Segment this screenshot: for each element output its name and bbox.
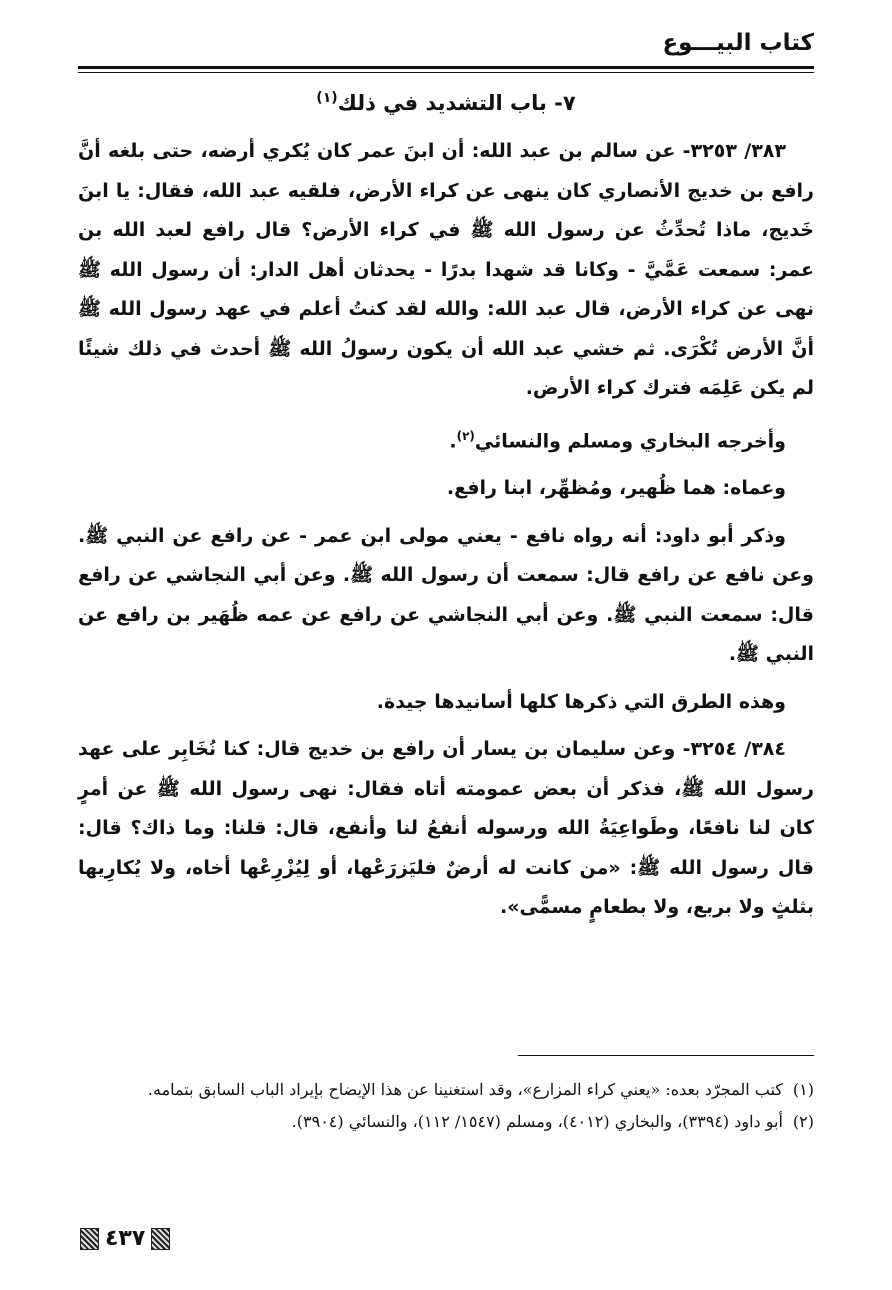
takhrij-footnote-ref: (٢): [456, 428, 475, 443]
footnotes: [78, 1074, 814, 1138]
chapter-title: [78, 90, 814, 115]
page-number-text: ٤٣٧: [105, 1226, 146, 1251]
footnote-number: (٢): [792, 1112, 814, 1131]
footnote-number: (١): [792, 1080, 814, 1099]
ornament-icon: [80, 1228, 99, 1250]
abu-dawud-paragraph: وذكر أبو داود: أنه رواه نافع - يعني مولى ابن عمر - عن رافع عن النبي ﷺ. وعن نافع عن رافع قال: سمعت أن رسول الله ﷺ. وعن أبي النجاشي عن رافع قال: سمعت النبي ﷺ. وعن أبي النجاشي عن رافع عن عمه ظُهَير بن رافع عن النبي ﷺ.: [78, 524, 814, 666]
chapter-title-text: ٧- باب التشديد في ذلك: [337, 91, 576, 115]
footnote-1: [78, 1074, 814, 1106]
takhrij-text: وأخرجه البخاري ومسلم والنسائي: [474, 429, 786, 452]
header-rule-thin: [78, 72, 814, 73]
footnote-separator: [518, 1055, 814, 1056]
main-text: [78, 132, 814, 936]
hadith-3253: ٣٨٣/ ٣٢٥٣- عن سالم بن عبد الله: أن ابنَ عمر كان يُكري أرضه، حتى بلغه أنَّ رافع بن خديج الأنصاري كان ينهى عن كراء الأرض، فلقيه عبد الله، فقال: يا ابنَ خَديج، ماذا تُحدِّثُ عن رسول الله ﷺ في كراء الأرض؟ قال رافع لعبد الله بن عمر: سمعت عَمَّيَّ - وكانا قد شهدا بدرًا - يحدثان أهل الدار: أن رسول الله ﷺ نهى عن كراء الأرض، قال عبد الله: والله لقد كنتُ أعلم في عهد رسول الله ﷺ أنَّ الأرض تُكْرَى. ثم خشي عبد الله أن يكون رسولُ الله ﷺ أحدث في ذلك شيئًا لم يكن عَلِمَه فترك كراء الأرض.: [78, 140, 814, 399]
chapter-footnote-ref: (١): [316, 90, 338, 106]
footnote-text: أبو داود (٣٣٩٤)، والبخاري (٤٠١٢)، ومسلم (١٥٤٧/ ١١٢)، والنسائي (٣٩٠٤).: [291, 1112, 783, 1131]
running-header: كتاب البيـــوع: [662, 30, 814, 56]
page-number: [80, 1226, 170, 1251]
uncles-paragraph: وعماه: هما ظُهير، ومُظهِّر، ابنا رافع.: [446, 477, 786, 500]
hadith-3254: ٣٨٤/ ٣٢٥٤- وعن سليمان بن يسار أن رافع بن خديج قال: كنا نُخَابِر على عهد رسول الله ﷺ، فذكر أن بعض عمومته أتاه فقال: نهى رسول الله ﷺ عن أمرٍ كان لنا نافعًا، وطَواعِيَةُ الله ورسوله أنفعُ لنا وأنفع، قال: قلنا: وما ذاك؟ قال: قال رسول الله ﷺ: «من كانت له أرضٌ فليَزرَعْها، أو لِيُزْرِعْها أخاه، ولا يُكارِيها بثلثٍ ولا بربع، ولا بطعامٍ مسمًّى».: [78, 738, 814, 919]
footnote-2: [78, 1106, 814, 1138]
footnote-text: كتب المجرّد بعده: «يعني كراء المزارع»، وقد استغنينا عن هذا الإيضاح بإيراد الباب السابق بتمامه.: [147, 1080, 783, 1099]
ornament-icon: [151, 1228, 170, 1250]
turuq-paragraph: وهذه الطرق التي ذكرها كلها أسانيدها جيدة.: [376, 690, 786, 713]
takhrij-paragraph: وأخرجه البخاري ومسلم والنسائي$^{(٢)}$.: [449, 428, 786, 452]
header-rule-thick: [78, 66, 814, 69]
